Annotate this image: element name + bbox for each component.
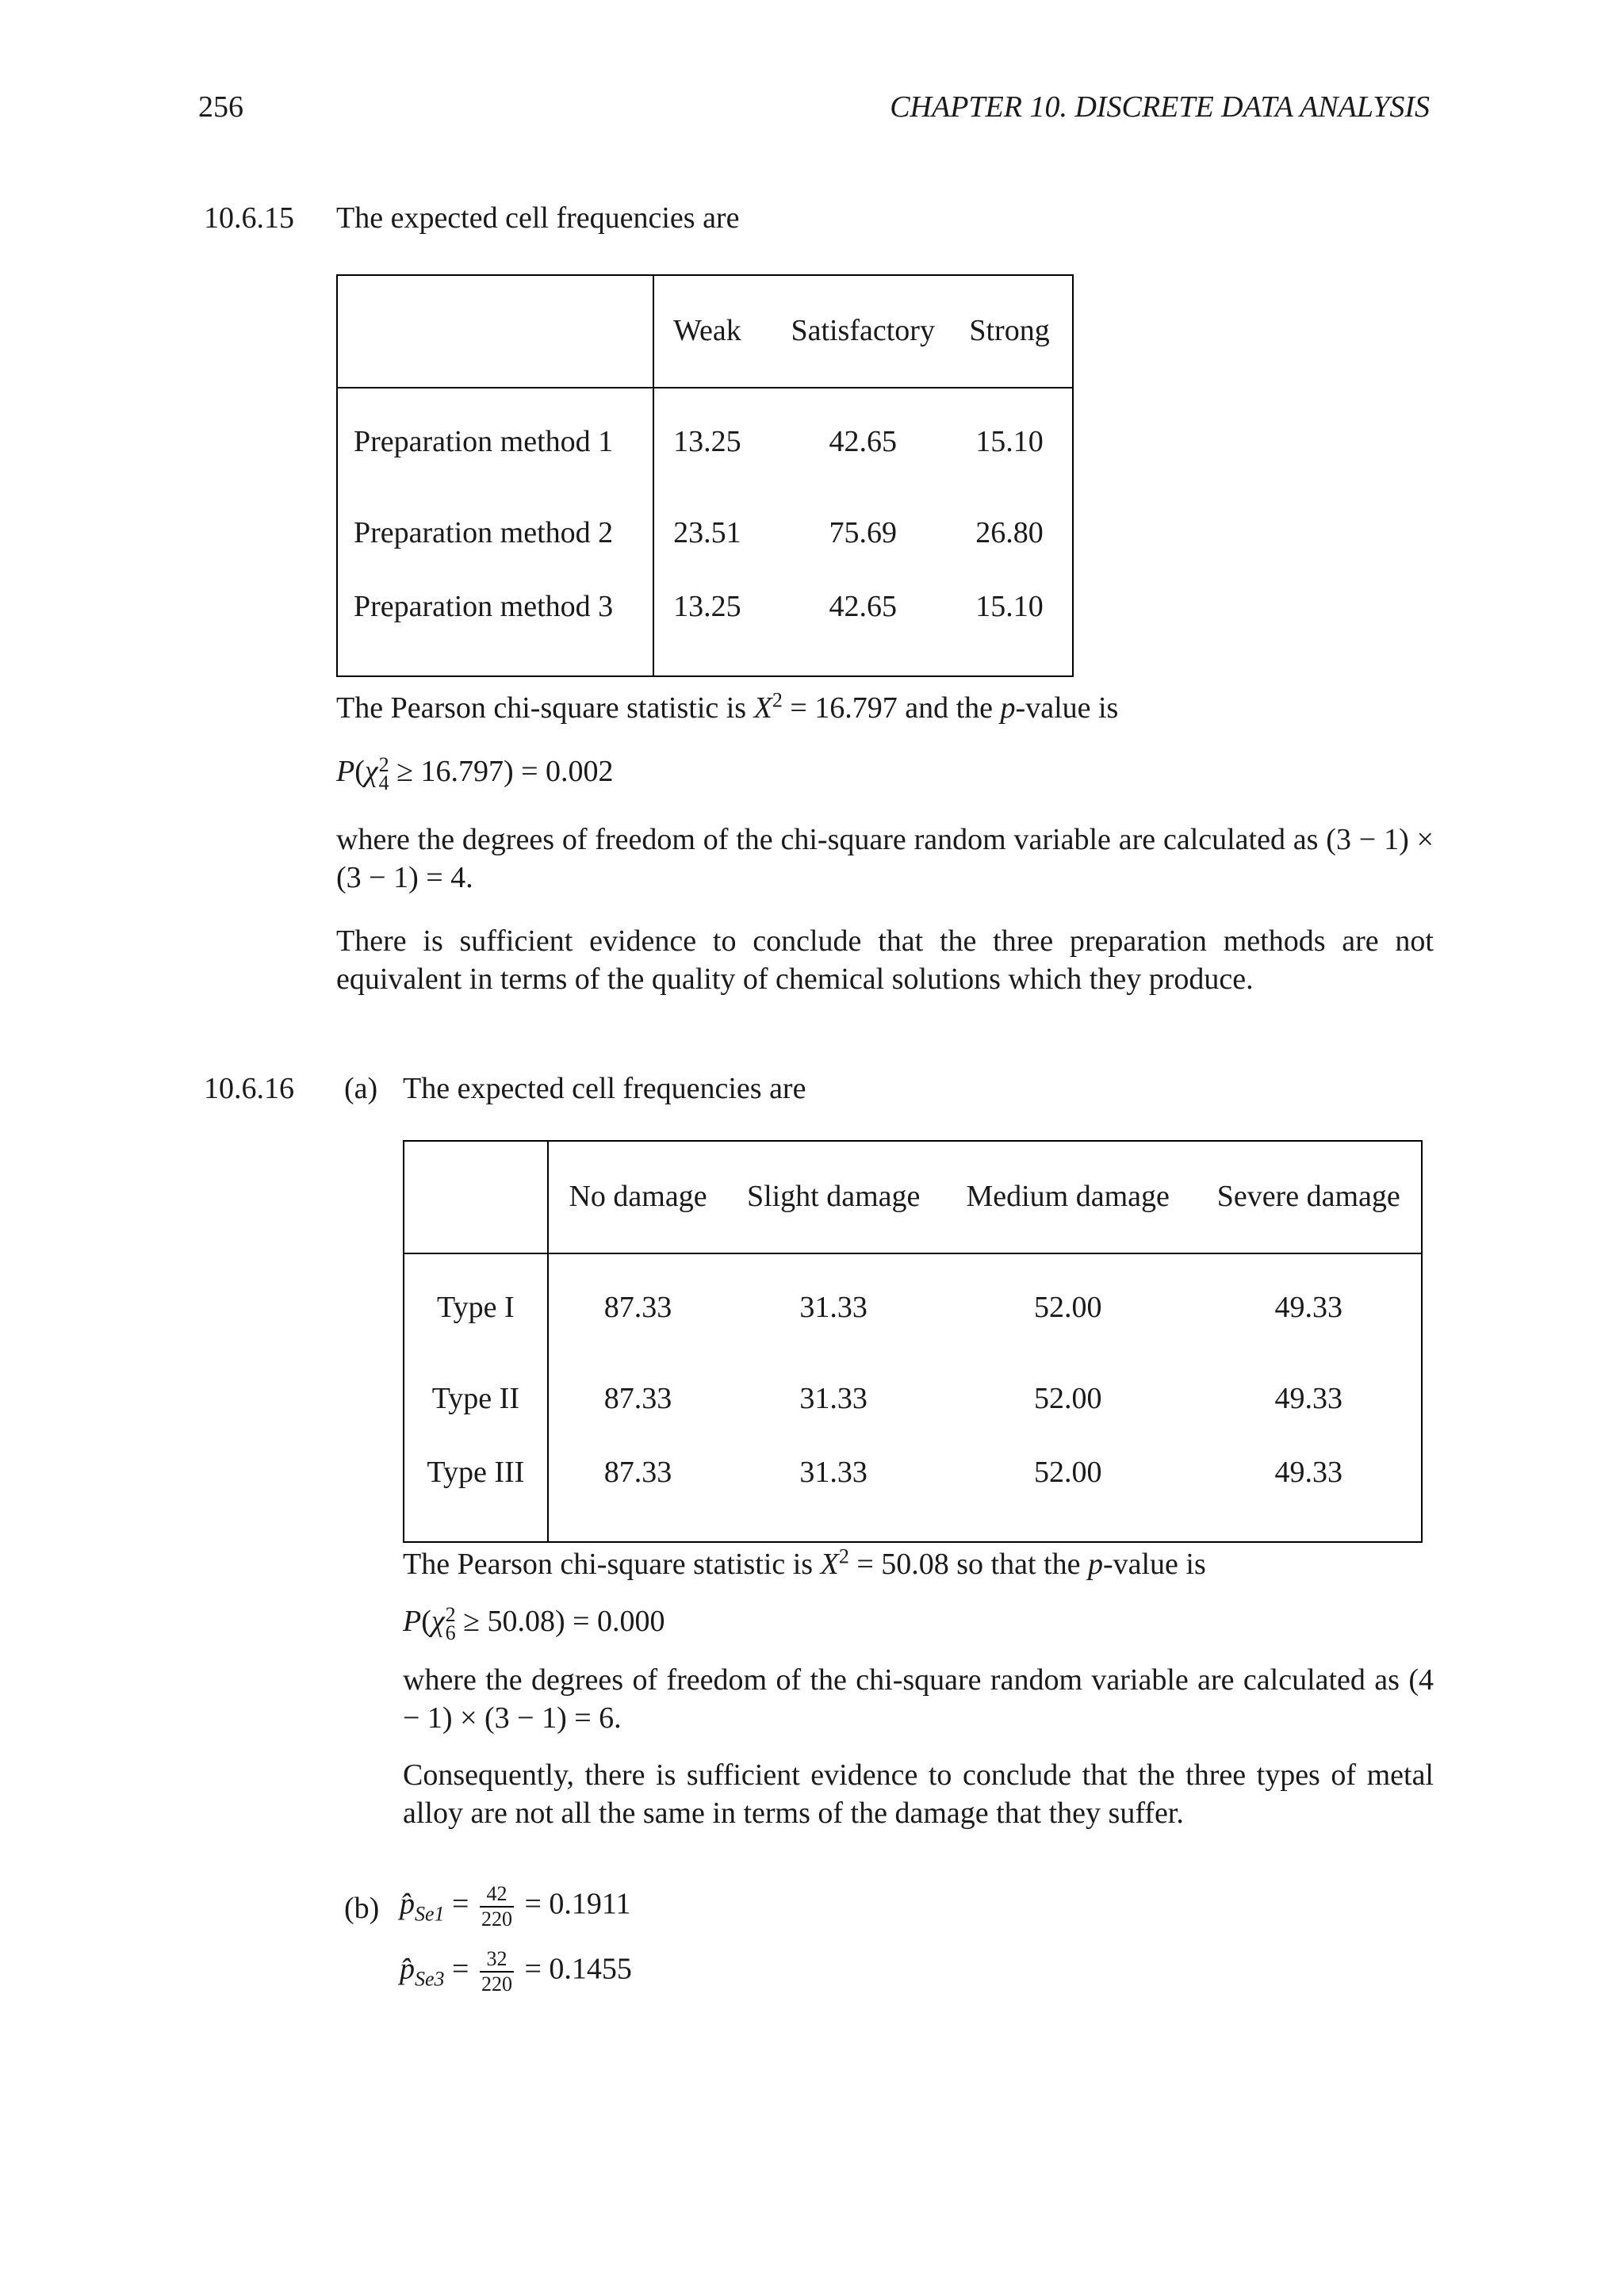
statistic-text: -value is <box>1102 1548 1206 1581</box>
table-cell: 31.33 <box>799 1291 868 1325</box>
table-row <box>337 496 1073 571</box>
estimate-result: 0.1911 <box>549 1887 631 1921</box>
table-cell: 49.33 <box>1274 1382 1342 1416</box>
fraction <box>480 1884 514 1930</box>
degrees-of-freedom: 4 <box>378 771 389 795</box>
table-cell: 87.33 <box>603 1382 672 1416</box>
statistic-text: -value is <box>1015 691 1119 725</box>
table-cell: 42.65 <box>829 590 897 623</box>
column-header: No damage <box>548 1141 728 1253</box>
fraction-numerator: 32 <box>480 1949 514 1973</box>
statistic-text: The Pearson chi-square statistic is <box>403 1548 821 1581</box>
conclusion-paragraph: Consequently, there is sufficient evidence to conclude that the three types of metal alloy are not all the same in terms of the damage that they suffer. <box>403 1758 1434 1830</box>
p-value-equation: P(χ 2 4 ≥ 16.797) = 0.002 <box>336 752 614 795</box>
p-value-equation: P(χ 2 6 ≥ 50.08) = 0.000 <box>403 1602 665 1645</box>
problem-intro: The expected cell frequencies are <box>403 1072 806 1105</box>
fraction-numerator: 42 <box>480 1884 514 1908</box>
degrees-of-freedom: 6 <box>445 1621 456 1645</box>
fraction-denominator: 220 <box>481 1908 512 1931</box>
estimate-result: 0.1455 <box>549 1952 632 1986</box>
table-cell: 49.33 <box>1274 1291 1342 1325</box>
table-cell: 52.00 <box>1033 1382 1102 1416</box>
table-row <box>404 1362 1422 1437</box>
table-row <box>337 571 1073 676</box>
estimate-subscript: Se3 <box>415 1967 445 1991</box>
table-cell: 87.33 <box>603 1291 672 1325</box>
problem-number: 10.6.16 <box>204 1072 294 1105</box>
expected-frequency-table <box>403 1140 1423 1543</box>
table-cell: 26.80 <box>975 516 1044 550</box>
estimate-subscript: Se1 <box>415 1902 445 1926</box>
p-value-threshold: 16.797 <box>420 755 504 788</box>
table-cell: 31.33 <box>799 1456 868 1489</box>
statistic-value: 50.08 <box>881 1548 949 1581</box>
fraction <box>480 1949 514 1995</box>
part-a-label: (a) <box>344 1072 378 1105</box>
row-label: Preparation method 2 <box>337 496 653 571</box>
problem-intro: The expected cell frequencies are <box>336 201 740 235</box>
table-cell: 15.10 <box>975 425 1044 459</box>
table-cell: 52.00 <box>1033 1456 1102 1489</box>
conclusion-paragraph: There is sufficient evidence to conclude that the three preparation methods are not equivalent in terms of the quality of chemical solutions which they produce. <box>336 924 1434 996</box>
part-b-label: (b) <box>344 1892 380 1925</box>
proportion-estimate-2: $p̂_{Se3}$ = $\frac{32}{220}$ = 0.1455 <box>400 1947 632 1996</box>
row-label: Preparation method 1 <box>337 388 653 496</box>
expected-frequency-table <box>336 274 1074 677</box>
row-label: Type II <box>404 1362 548 1437</box>
table-cell: 42.65 <box>829 425 897 459</box>
row-label: Type I <box>404 1253 548 1362</box>
table-cell: 31.33 <box>799 1382 868 1416</box>
p-value-threshold: 50.08 <box>487 1605 555 1638</box>
table-corner-cell <box>337 275 653 388</box>
table-row <box>337 388 1073 496</box>
fraction-denominator: 220 <box>481 1973 512 1996</box>
chi-square-statistic-line: The Pearson chi-square statistic is $X^2 = 16.797$ and the p-value is <box>336 688 1119 725</box>
table-cell: 49.33 <box>1274 1456 1342 1489</box>
table-cell: 13.25 <box>673 425 741 459</box>
table-corner-cell <box>404 1141 548 1253</box>
table-header-row <box>404 1141 1422 1253</box>
table-cell: 52.00 <box>1033 1291 1102 1325</box>
statistic-value: 16.797 <box>814 691 898 725</box>
chi-square-statistic-line: The Pearson chi-square statistic is $X^2 = 50.08$ so that the p-value is <box>403 1544 1206 1581</box>
table-cell: 13.25 <box>673 590 741 623</box>
table-cell: 87.33 <box>603 1456 672 1489</box>
statistic-text: so that the <box>948 1548 1088 1581</box>
degrees-of-freedom-paragraph: where the degrees of freedom of the chi-square random variable are calculated as (3 − 1) × (3 − 1) = 4. <box>336 823 1434 894</box>
statistic-text: The Pearson chi-square statistic is <box>336 691 754 725</box>
degrees-of-freedom-paragraph: where the degrees of freedom of the chi-square random variable are calculated as (4 − 1) × (3 − 1) = 6. <box>403 1663 1434 1735</box>
p-value-result: 0.000 <box>597 1605 665 1638</box>
table-row <box>404 1253 1422 1362</box>
statistic-text: and the <box>897 691 1001 725</box>
row-label: Preparation method 3 <box>337 571 653 676</box>
column-header: Strong <box>947 275 1073 388</box>
column-header: Weak <box>653 275 779 388</box>
running-header: CHAPTER 10. DISCRETE DATA ANALYSIS <box>890 90 1430 124</box>
table-cell: 15.10 <box>975 590 1044 623</box>
table-row <box>404 1437 1422 1542</box>
table-cell: 23.51 <box>673 516 741 550</box>
column-header: Slight damage <box>727 1141 940 1253</box>
column-header: Satisfactory <box>779 275 947 388</box>
column-header: Severe damage <box>1196 1141 1422 1253</box>
table-cell: 75.69 <box>829 516 897 550</box>
column-header: Medium damage <box>940 1141 1196 1253</box>
page-number: 256 <box>198 90 243 124</box>
row-label: Type III <box>404 1437 548 1542</box>
problem-number: 10.6.15 <box>204 201 294 235</box>
p-value-result: 0.002 <box>546 755 614 788</box>
proportion-estimate-1: $p̂_{Se1}$ = $\frac{42}{220}$ = 0.1911 <box>400 1882 631 1931</box>
table-header-row <box>337 275 1073 388</box>
